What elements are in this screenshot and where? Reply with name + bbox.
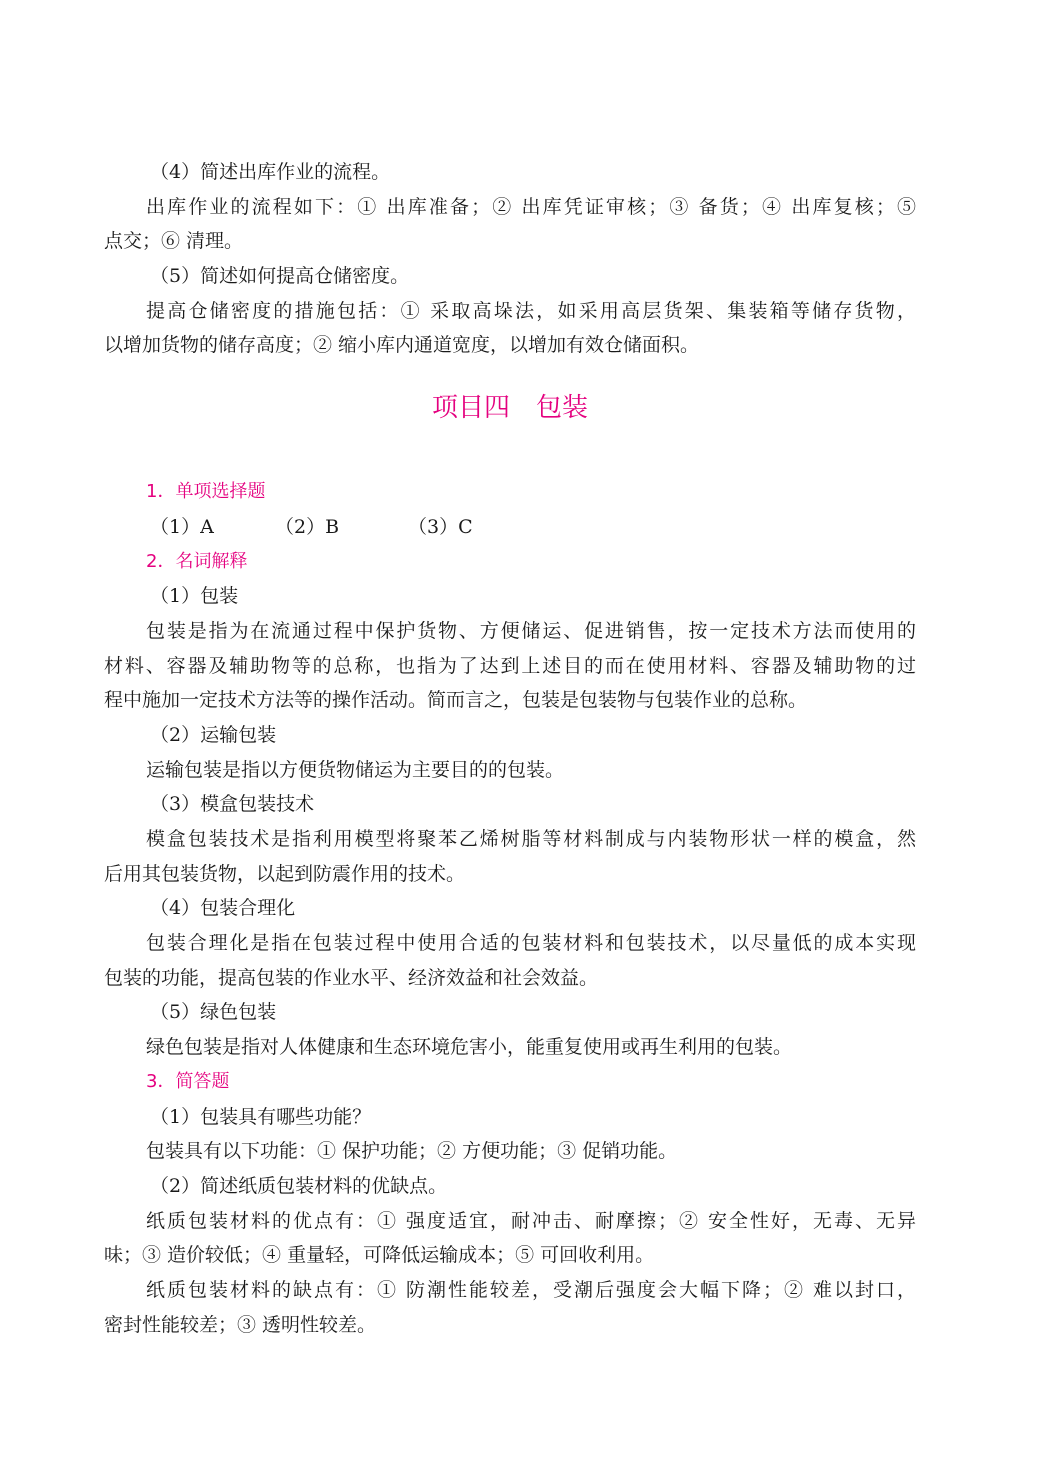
- page-content: [104, 155, 916, 1342]
- question-title: （1）包装具有哪些功能？: [150, 1105, 372, 1128]
- term-definition-line: 绿色包装是指对人体健康和生态环境危害小，能重复使用或再生利用的包装。: [146, 1036, 793, 1059]
- question-title: （2）简述纸质包装材料的优缺点。: [150, 1174, 448, 1197]
- term-definition-line: 包装的功能，提高包装的作业水平、经济效益和社会效益。: [104, 966, 599, 989]
- choice-answer: （3）C: [408, 515, 473, 538]
- section-heading-choice: 1．单项选择题: [146, 481, 266, 503]
- project-title: 项目四 包装: [431, 393, 588, 424]
- question-4: （4）简述出库作业的流程。: [150, 161, 391, 183]
- section-heading-short-answer: 3．简答题: [146, 1070, 230, 1092]
- term-definition-line: 包装是指为在流通过程中保护货物、方便储运、促进销售，按一定技术方法而使用的: [146, 619, 916, 642]
- term-title: （5）绿色包装: [150, 1001, 277, 1024]
- choice-answers: [104, 510, 916, 545]
- answer-line: 密封性能较差；③ 透明性较差。: [104, 1313, 377, 1336]
- answer-line: 点交；⑥ 清理。: [104, 230, 244, 253]
- term-definition-line: 包装合理化是指在包装过程中使用合适的包装材料和包装技术，以尽量低的成本实现: [146, 932, 916, 955]
- term-title: （1）包装: [150, 585, 239, 608]
- answer-line: 出库作业的流程如下：① 出库准备；② 出库凭证审核；③ 备货；④ 出库复核；⑤: [146, 195, 916, 218]
- term-definition-line: 程中施加一定技术方法等的操作活动。简而言之，包装是包装物与包装作业的总称。: [104, 689, 808, 712]
- answer-line: 包装具有以下功能：① 保护功能；② 方便功能；③ 促销功能。: [146, 1140, 678, 1163]
- term-title: （2）运输包装: [150, 723, 277, 746]
- term-title: （4）包装合理化: [150, 897, 296, 920]
- choice-answer: （2）B: [275, 515, 340, 538]
- answer-line: 提高仓储密度的措施包括：① 采取高垛法，如采用高层货架、集装箱等储存货物，: [146, 299, 916, 322]
- term-definition-line: 运输包装是指以方便货物储运为主要目的的包装。: [146, 758, 565, 781]
- section-heading-terms: 2．名词解释: [146, 550, 248, 572]
- term-definition-line: 后用其包装货物，以起到防震作用的技术。: [104, 862, 466, 885]
- term-title: （3）模盒包装技术: [150, 793, 315, 816]
- answer-line: 以增加货物的储存高度；② 缩小库内通道宽度，以增加有效仓储面积。: [104, 334, 700, 357]
- term-definition-line: 材料、容器及辅助物等的总称，也指为了达到上述目的而在使用材料、容器及辅助物的过: [104, 654, 916, 677]
- answer-line: 纸质包装材料的优点有：① 强度适宜，耐冲击、耐摩擦；② 安全性好，无毒、无异: [146, 1209, 916, 1232]
- term-definition-line: 模盒包装技术是指利用模型将聚苯乙烯树脂等材料制成与内装物形状一样的模盒，然: [146, 828, 916, 850]
- question-5: （5）简述如何提高仓储密度。: [150, 265, 410, 288]
- answer-line: 纸质包装材料的缺点有：① 防潮性能较差，受潮后强度会大幅下降；② 难以封口，: [146, 1278, 916, 1301]
- choice-answer: （1）A: [150, 515, 214, 538]
- answer-line: 味；③ 造价较低；④ 重量轻，可降低运输成本；⑤ 可回收利用。: [104, 1244, 655, 1267]
